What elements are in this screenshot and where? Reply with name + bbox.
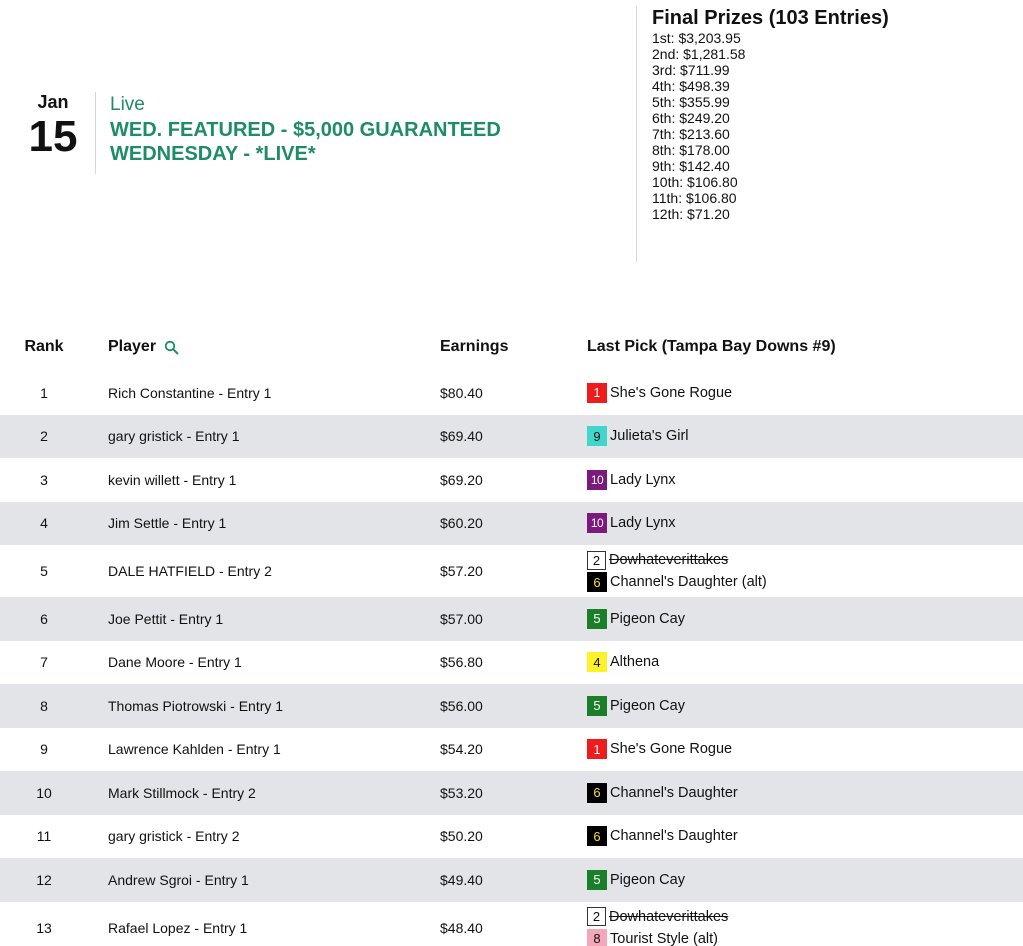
prize-item: 10th: $106.80 xyxy=(652,174,738,190)
prize-item: 1st: $3,203.95 xyxy=(652,30,741,46)
table-row xyxy=(0,502,1023,546)
pick xyxy=(587,571,1023,593)
prize-item: 3rd: $711.99 xyxy=(652,62,730,78)
program-number-badge: 8 xyxy=(587,929,607,946)
row-player[interactable]: kevin willett - Entry 1 xyxy=(108,471,237,488)
row-last-pick xyxy=(570,738,1023,760)
row-rank: 2 xyxy=(40,428,48,445)
program-number-badge: 10 xyxy=(587,470,607,490)
prize-item: 11th: $106.80 xyxy=(652,190,737,206)
header-last-pick: Last Pick (Tampa Bay Downs #9) xyxy=(587,338,836,355)
pick xyxy=(587,382,1023,404)
program-number-badge: 2 xyxy=(587,551,606,570)
horse-name: Julieta's Girl xyxy=(610,428,689,445)
row-rank: 12 xyxy=(36,871,52,888)
row-last-pick xyxy=(570,608,1023,630)
horse-name: Lady Lynx xyxy=(610,471,676,488)
header-earnings[interactable]: Earnings xyxy=(440,338,509,355)
table-row xyxy=(0,597,1023,641)
row-earnings: $49.40 xyxy=(440,871,483,888)
row-rank: 6 xyxy=(40,610,48,627)
row-last-pick xyxy=(570,512,1023,534)
row-player[interactable]: Dane Moore - Entry 1 xyxy=(108,654,242,671)
row-last-pick xyxy=(570,782,1023,804)
table-row xyxy=(0,902,1023,946)
horse-name: Channel's Daughter xyxy=(610,828,738,845)
row-rank: 3 xyxy=(40,471,48,488)
row-last-pick xyxy=(570,825,1023,847)
row-player[interactable]: DALE HATFIELD - Entry 2 xyxy=(108,563,272,579)
row-rank: 13 xyxy=(36,919,52,936)
prize-item: 2nd: $1,281.58 xyxy=(652,46,746,62)
horse-name: Althena xyxy=(610,654,660,671)
header-rank[interactable]: Rank xyxy=(24,338,64,355)
prize-list xyxy=(652,30,889,222)
table-header xyxy=(0,323,1023,371)
horse-name: Tourist Style (alt) xyxy=(610,930,718,946)
row-earnings: $60.20 xyxy=(440,515,483,532)
prize-item: 4th: $498.39 xyxy=(652,78,730,94)
date-month: Jan xyxy=(37,92,69,112)
pick xyxy=(587,695,1023,717)
table-row xyxy=(0,815,1023,859)
row-last-pick xyxy=(570,469,1023,491)
horse-name: Channel's Daughter xyxy=(610,784,738,801)
prize-item: 9th: $142.40 xyxy=(652,158,730,174)
pick xyxy=(587,825,1023,847)
row-earnings: $48.40 xyxy=(440,919,483,936)
row-player[interactable]: Thomas Piotrowski - Entry 1 xyxy=(108,697,284,714)
horse-name: Pigeon Cay xyxy=(610,610,685,627)
pick xyxy=(587,782,1023,804)
tournament-status: Live xyxy=(110,94,145,115)
row-last-pick xyxy=(570,651,1023,673)
pick xyxy=(587,869,1023,891)
row-earnings: $50.20 xyxy=(440,828,483,845)
pick xyxy=(587,651,1023,673)
row-earnings: $69.40 xyxy=(440,428,483,445)
pick xyxy=(587,425,1023,447)
program-number-badge: 6 xyxy=(587,783,607,803)
row-player[interactable]: gary gristick - Entry 1 xyxy=(108,428,240,445)
row-earnings: $57.00 xyxy=(440,610,483,627)
search-icon[interactable] xyxy=(164,340,179,355)
prize-item: 12th: $71.20 xyxy=(652,206,730,222)
row-last-pick xyxy=(570,549,1023,593)
program-number-badge: 6 xyxy=(587,572,607,592)
row-rank: 9 xyxy=(40,741,48,758)
row-rank: 7 xyxy=(40,654,48,671)
pick xyxy=(587,512,1023,534)
table-row xyxy=(0,371,1023,415)
program-number-badge: 1 xyxy=(587,383,607,403)
row-earnings: $69.20 xyxy=(440,471,483,488)
row-last-pick xyxy=(570,382,1023,404)
pick-scratched xyxy=(587,549,1023,571)
program-number-badge: 5 xyxy=(587,870,607,890)
program-number-badge: 10 xyxy=(587,513,607,533)
horse-name: Channel's Daughter (alt) xyxy=(610,574,767,590)
program-number-badge: 9 xyxy=(587,426,607,446)
row-earnings: $57.20 xyxy=(440,563,483,579)
pick xyxy=(587,469,1023,491)
prize-item: 5th: $355.99 xyxy=(652,94,730,110)
table-body xyxy=(0,371,1023,946)
row-rank: 4 xyxy=(40,515,48,532)
prize-item: 7th: $213.60 xyxy=(652,126,730,142)
date-block xyxy=(22,92,84,159)
search-icon-svg xyxy=(164,340,179,355)
prizes-panel xyxy=(652,6,889,222)
tournament-header xyxy=(110,94,600,166)
program-number-badge: 5 xyxy=(587,609,607,629)
row-rank: 5 xyxy=(40,563,48,579)
row-player[interactable]: Lawrence Kahlden - Entry 1 xyxy=(108,741,281,758)
pick-scratched xyxy=(587,906,1023,928)
program-number-badge: 6 xyxy=(587,826,607,846)
table-row xyxy=(0,684,1023,728)
prize-item: 8th: $178.00 xyxy=(652,142,730,158)
horse-name: She's Gone Rogue xyxy=(610,384,733,401)
prizes-divider xyxy=(636,6,637,262)
horse-name: Pigeon Cay xyxy=(610,697,685,714)
row-last-pick xyxy=(570,869,1023,891)
date-day: 15 xyxy=(28,112,78,161)
row-player[interactable]: Andrew Sgroi - Entry 1 xyxy=(108,871,249,888)
tournament-name: WED. FEATURED - $5,000 GUARANTEED WEDNESDAY - *LIVE* xyxy=(110,119,501,165)
horse-name: Dowhateverittakes xyxy=(609,552,729,568)
table-row xyxy=(0,545,1023,597)
prizes-title: Final Prizes (103 Entries) xyxy=(652,7,889,29)
program-number-badge: 4 xyxy=(587,652,607,672)
row-last-pick xyxy=(570,695,1023,717)
date-divider xyxy=(95,92,96,174)
table-row xyxy=(0,728,1023,772)
row-rank: 8 xyxy=(40,697,48,714)
horse-name: Dowhateverittakes xyxy=(609,908,729,925)
row-last-pick xyxy=(570,906,1023,946)
pick xyxy=(587,608,1023,630)
program-number-badge: 1 xyxy=(587,739,607,759)
row-rank: 11 xyxy=(36,828,52,845)
row-player[interactable]: Rafael Lopez - Entry 1 xyxy=(108,919,248,936)
table-row xyxy=(0,641,1023,685)
row-rank: 1 xyxy=(40,384,48,401)
pick xyxy=(587,738,1023,760)
prize-item: 6th: $249.20 xyxy=(652,110,730,126)
row-earnings: $53.20 xyxy=(440,784,483,801)
row-player[interactable]: Mark Stillmock - Entry 2 xyxy=(108,784,256,801)
row-player[interactable]: Jim Settle - Entry 1 xyxy=(108,515,227,532)
row-player[interactable]: Rich Constantine - Entry 1 xyxy=(108,384,272,401)
table-row xyxy=(0,458,1023,502)
program-number-badge: 2 xyxy=(587,907,606,926)
row-earnings: $56.80 xyxy=(440,654,483,671)
row-rank: 10 xyxy=(36,784,52,801)
row-earnings: $80.40 xyxy=(440,384,483,401)
table-row xyxy=(0,858,1023,902)
program-number-badge: 5 xyxy=(587,696,607,716)
row-player[interactable]: Joe Pettit - Entry 1 xyxy=(108,610,224,627)
horse-name: Pigeon Cay xyxy=(610,871,685,888)
row-last-pick xyxy=(570,425,1023,447)
row-earnings: $54.20 xyxy=(440,741,483,758)
header-player xyxy=(88,338,420,356)
table-row xyxy=(0,771,1023,815)
row-earnings: $56.00 xyxy=(440,697,483,714)
row-player[interactable]: gary gristick - Entry 2 xyxy=(108,828,240,845)
leaderboard-table xyxy=(0,323,1023,946)
table-row xyxy=(0,415,1023,459)
header-player-label[interactable]: Player xyxy=(108,338,157,355)
pick xyxy=(587,928,1023,946)
horse-name: Lady Lynx xyxy=(610,515,676,532)
horse-name: She's Gone Rogue xyxy=(610,741,733,758)
